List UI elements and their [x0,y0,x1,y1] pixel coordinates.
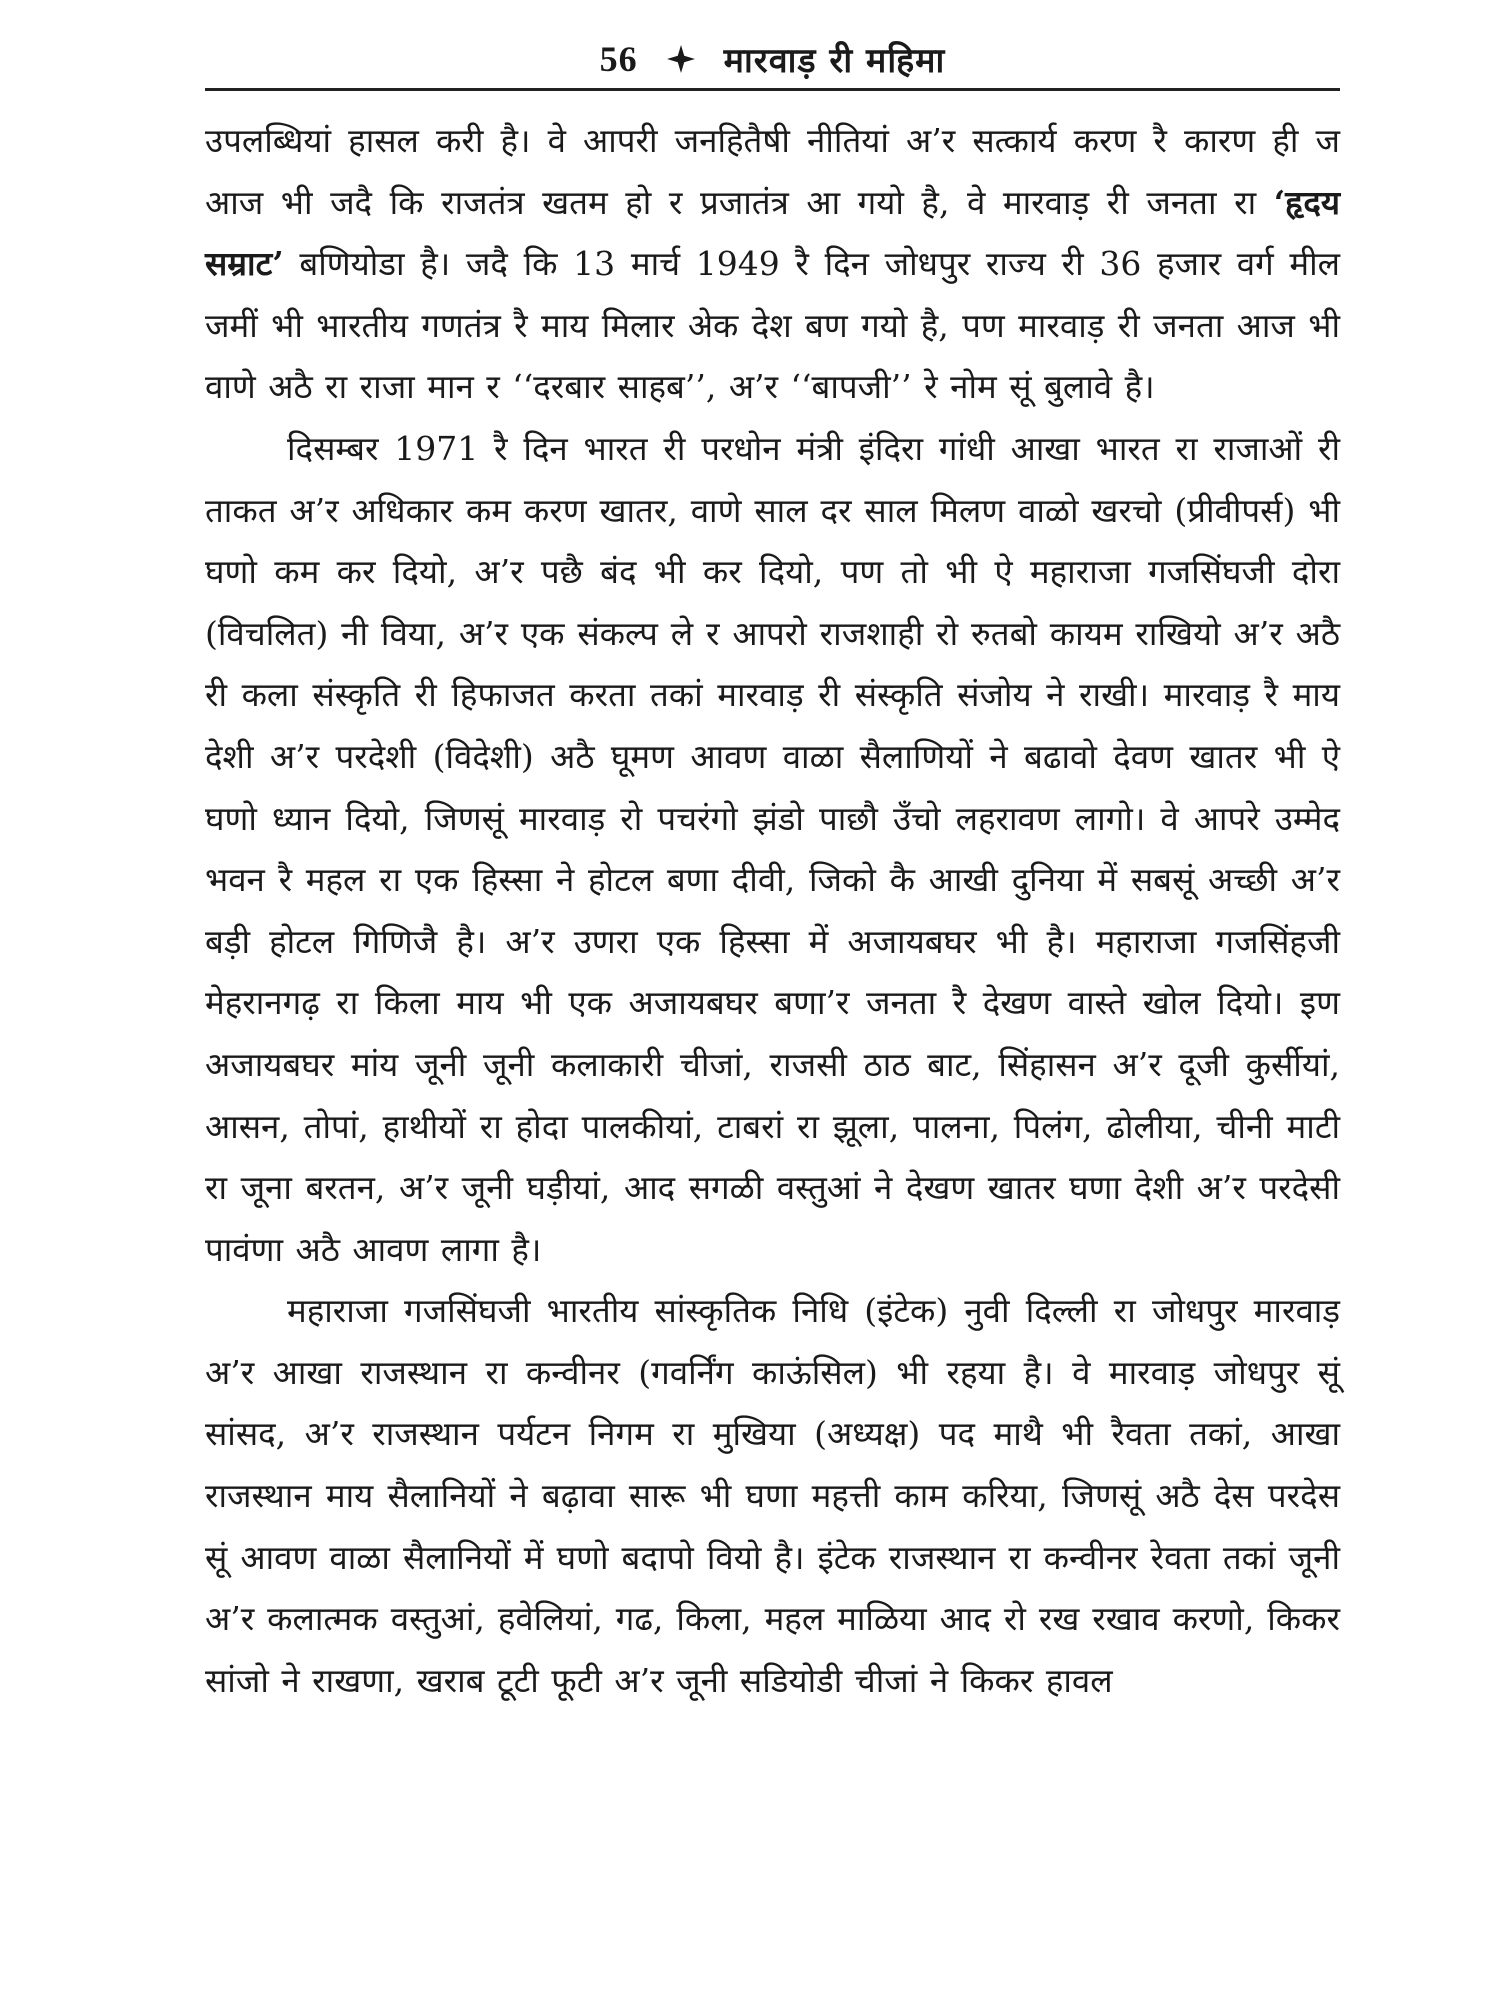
paragraph-2: दिसम्बर 1971 रै दिन भारत री परधोन मंत्री इंदिरा गांधी आखा भारत रा राजाओं री ताकत अ’र अधिकार कम करण खातर, वाणे साल दर साल मिलण वाळो खरचो (प्रीवीपर्स) भी घणो कम कर दियो, अ’र पछै बंद भी कर दियो, पण तो भी ऐ महाराजा गजसिंघजी दोरा (विचलित) नी विया, अ’र एक संकल्प ले र आपरो राजशाही रो रुतबो कायम राखियो अ’र अठै री कला संस्कृति री हिफाजत करता तकां मारवाड़ री संस्कृति संजोय ने राखी। मारवाड़ रै माय देशी अ’र परदेशी (विदेशी) अठै घूमण आवण वाळा सैलाणियों ने बढावो देवण खातर भी ऐ घणो ध्यान दियो, जिणसूं मारवाड़ रो पचरंगो झंडो पाछौ उँचो लहरावण लागो। वे आपरे उम्मेद भवन रै महल रा एक हिस्सा ने होटल बणा दीवी, जिको कै आखी दुनिया में सबसूं अच्छी अ’र बड़ी होटल गिणिजै है। अ’र उणरा एक हिस्सा में अजायबघर भी है। महाराजा गजसिंहजी मेहरानगढ़ रा किला माय भी एक अजायबघर बणा’र जनता रै देखण वास्ते खोल दियो। इण अजायबघर मांय जूनी जूनी कलाकारी चीजां, राजसी ठाठ बाट, सिंहासन अ’र दूजी कुर्सीयां, आसन, तोपां, हाथीयों रा होदा पालकीयां, टाबरां रा झूला, पालना, पिलंग, ढोलीया, चीनी माटी रा जूना बरतन, अ’र जूनी घड़ीयां, आद सगळी वस्तुआं ने देखण खातर घणा देशी अ’र परदेसी पावंणा अठै आवण लागा है। [205,428,1340,1269]
four-point-star-icon [666,44,696,74]
emphasis-hriday-samrat: ‘हृदय सम्राट’ [205,182,1340,284]
running-head [205,30,1340,88]
paragraph-3: महाराजा गजसिंघजी भारतीय सांस्कृतिक निधि (इंटेक) नुवी दिल्ली रा जोधपुर मारवाड़ अ’र आखा राजस्थान रा कन्वीनर (गवर्निंग काऊंसिल) भी रहया है। वे मारवाड़ जोधपुर सूं सांसद, अ’र राजस्थान पर्यटन निगम रा मुखिया (अध्यक्ष) पद माथै भी रैवता तकां, आखा राजस्थान माय सैलानियों ने बढ़ावा सारू भी घणा महत्ती काम करिया, जिणसूं अठै देस परदेस सूं आवण वाळा सैलानियों में घणो बदापो वियो है। इंटेक राजस्थान रा कन्वीनर रेवता तकां जूनी अ’र कलात्मक वस्तुआं, हवेलियां, गढ, किला, महल माळिया आद रो रख रखाव करणो, किकर सांजो ने राखणा, खराब टूटी फूटी अ’र जूनी सडियोडी चीजां ने किकर हावल [205,1291,1340,1700]
body-text [205,110,1340,1711]
book-title: मारवाड़ री महिमा [723,41,946,81]
paragraph-1-before: उपलब्धियां हासल करी है। वे आपरी जनहितैषी नीतियां अ’र सत्कार्य करण रै कारण ही ज आज भी जदै कि राजतंत्र खतम हो र प्रजातंत्र आ गयो है, वे मारवाड़ री जनता रा [205,121,1340,222]
paragraph-1 [205,110,1340,418]
paragraph-1-after: बणियोडा है। जदै कि 13 मार्च 1949 रै दिन जोधपुर राज्य री 36 हजार वर्ग मील जमीं भी भारतीय गणतंत्र रै माय मिलार अेक देश बण गयो है, पण मारवाड़ री जनता आज भी वाणे अठै रा राजा मान र ‘‘दरबार साहब’’, अ’र ‘‘बापजी’’ रे नोम सूं बुलावे है। [205,244,1340,407]
header-rule [205,88,1340,91]
page-number: 56 [599,39,638,79]
